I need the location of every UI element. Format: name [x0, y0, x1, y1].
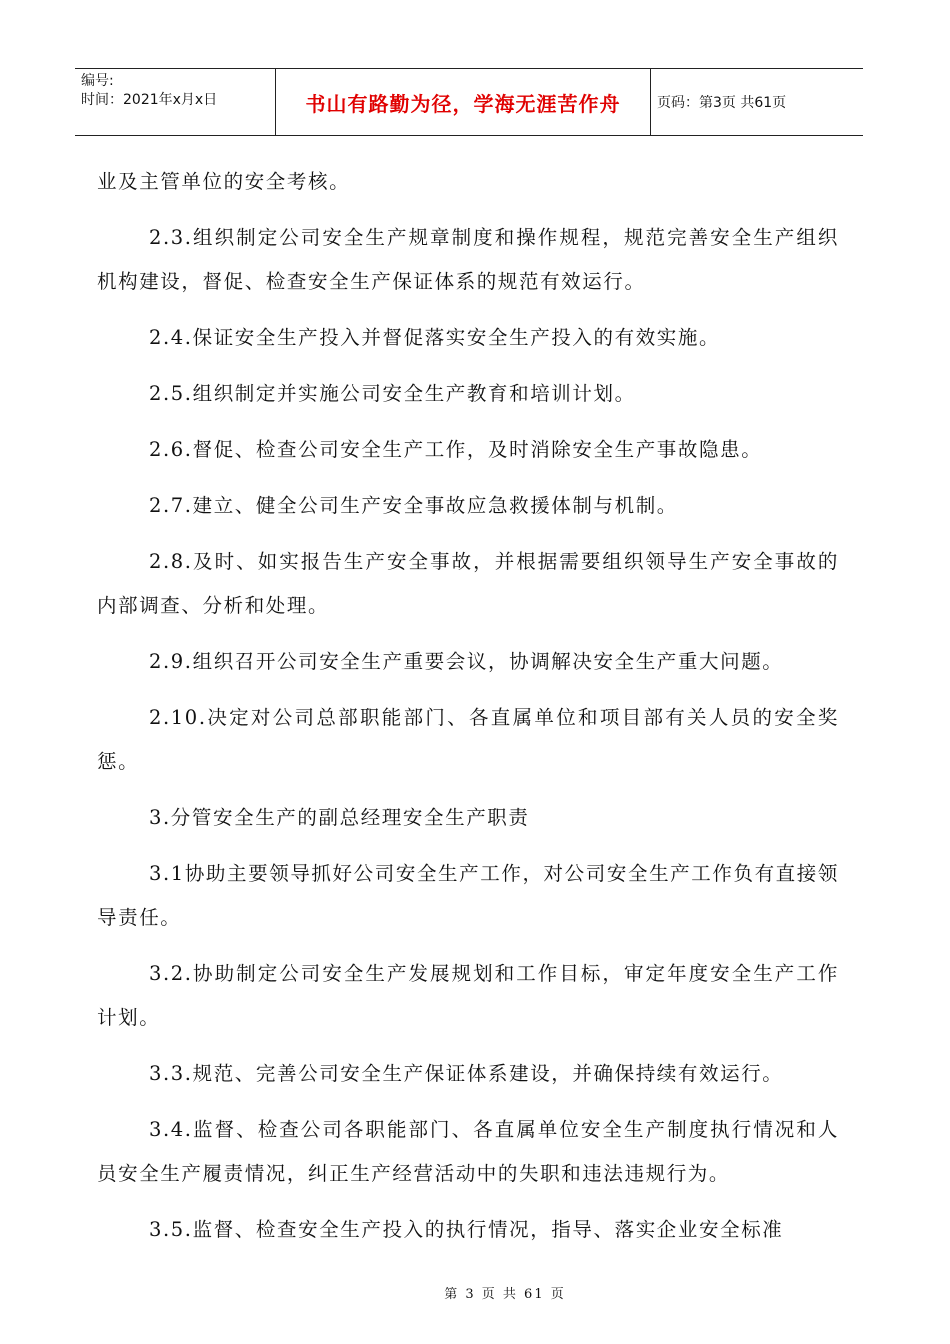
paragraph: 2.9.组织召开公司安全生产重要会议，协调解决安全生产重大问题。 [149, 650, 784, 673]
paragraph: 2.5.组织制定并实施公司安全生产教育和培训计划。 [149, 382, 636, 405]
paragraph: 3.4.监督、检查公司各职能部门、各直属单位安全生产制度执行情况和人员安全生产履责情况，纠正生产经营活动中的失职和违法违规行为。 [97, 1118, 839, 1185]
paragraph: 3.1协助主要领导抓好公司安全生产工作，对公司安全生产工作负有直接领导责任。 [97, 862, 839, 929]
paragraph: 3.5.监督、检查安全生产投入的执行情况，指导、落实企业安全标准 [149, 1218, 784, 1241]
header-meta [75, 69, 276, 135]
paragraph: 3.3.规范、完善公司安全生产保证体系建设，并确保持续有效运行。 [149, 1062, 784, 1085]
paragraph: 2.4.保证安全生产投入并督促落实安全生产投入的有效实施。 [149, 326, 721, 349]
header-motto: 书山有路勤为径，学海无涯苦作舟 [276, 69, 651, 135]
number-label: 编号: [81, 73, 114, 89]
paragraph: 3.2.协助制定公司安全生产发展规划和工作目标，审定年度安全生产工作计划。 [97, 962, 839, 1029]
paragraph: 2.8.及时、如实报告生产安全事故，并根据需要组织领导生产安全事故的内部调查、分析和处理。 [97, 550, 839, 617]
paragraph: 2.10.决定对公司总部职能部门、各直属单位和项目部有关人员的安全奖惩。 [97, 706, 839, 773]
page-footer: 第 3 页 共 61 页 [444, 1287, 566, 1302]
header-page-label: 页码：第3页 共61页 [657, 95, 787, 111]
section-heading: 3.分管安全生产的副总经理安全生产职责 [149, 806, 530, 829]
paragraph: 业及主管单位的安全考核。 [97, 170, 351, 193]
paragraph: 2.7.建立、健全公司生产安全事故应急救援体制与机制。 [149, 494, 678, 517]
paragraph: 2.6.督促、检查公司安全生产工作，及时消除安全生产事故隐患。 [149, 438, 763, 461]
document-header [75, 68, 863, 136]
document-body [97, 160, 839, 1264]
paragraph: 2.3.组织制定公司安全生产规章制度和操作规程，规范完善安全生产组织机构建设，督促、检查安全生产保证体系的规范有效运行。 [97, 226, 839, 293]
time-label: 时间：2021年x月x日 [81, 92, 218, 108]
